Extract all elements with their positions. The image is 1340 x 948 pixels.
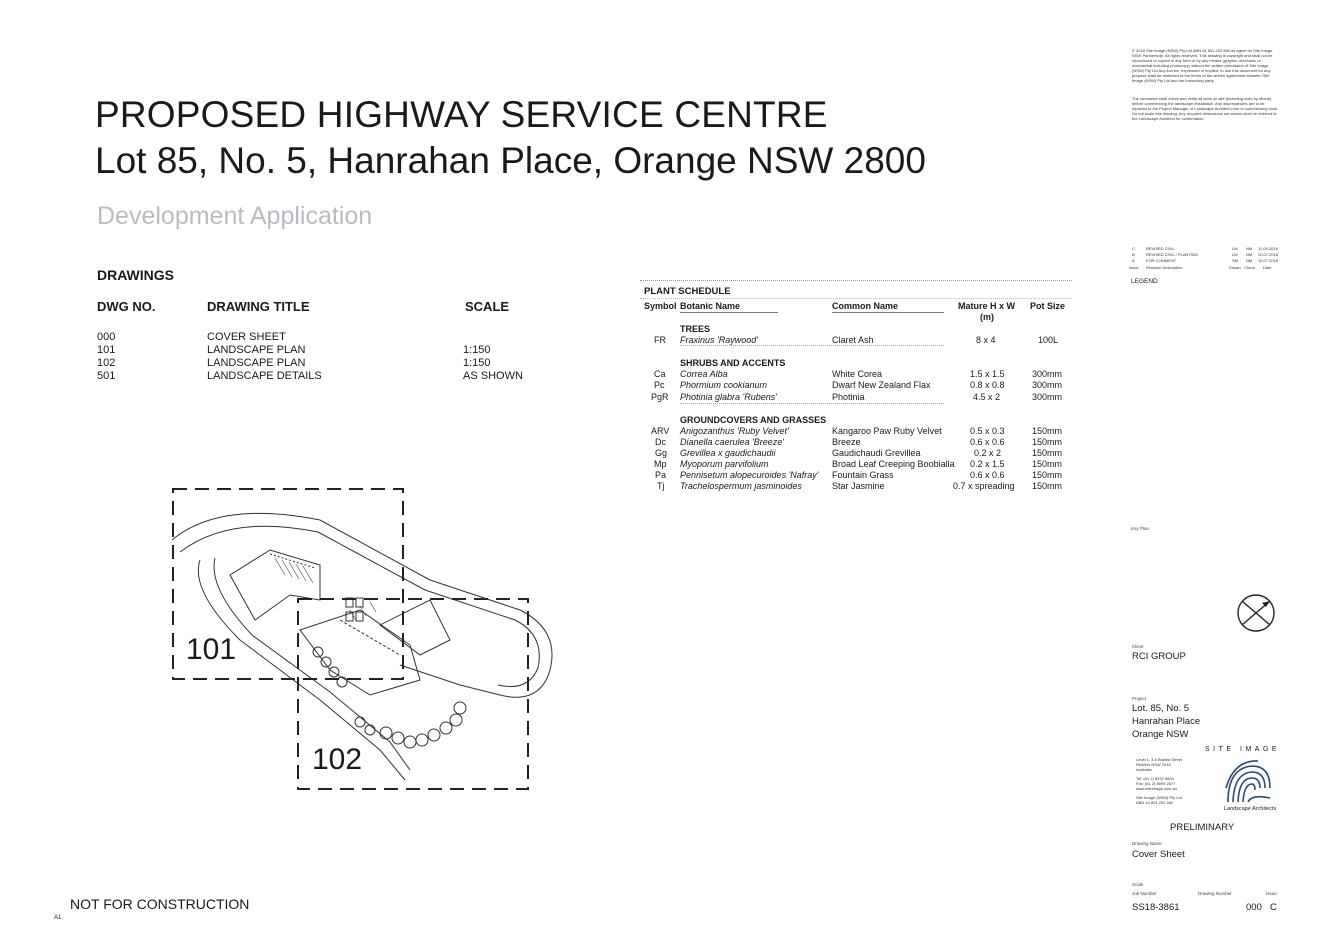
plant-common: Dwarf New Zealand Flax [832,380,931,390]
plant-schedule-title: PLANT SCHEDULE [644,286,731,297]
rev-header-desc: Revision Description [1146,265,1183,270]
site-address: Lot 85, No. 5, Hanrahan Place, Orange NSW 2800 [95,140,926,181]
address-line: Level 1, 3-5 Baptist Street [1136,757,1183,762]
drawing-number: 000 [1246,902,1262,913]
section-shrubs: SHRUBS AND ACCENTS [680,358,786,368]
brand-subtitle: Landscape Architects [1224,806,1277,812]
key-plan-label: Key Plan [1131,526,1150,531]
drawing-name: Cover Sheet [1132,849,1185,860]
rev-drawn: LM [1232,252,1238,257]
plant-botanic: Phormium cookianum [680,380,768,390]
section-trees: TREES [680,324,711,334]
plant-pot: 100L [1038,335,1059,345]
plant-common: Breeze [832,437,861,447]
drawing-name-label: Drawing Name [1132,841,1162,846]
plant-symbol: PgR [651,392,669,402]
col-scale: SCALE [465,299,510,314]
rev-check: NM [1246,246,1253,251]
plant-symbol: ARV [651,426,670,436]
rev-check: NM [1246,252,1253,257]
drawing-number-label: Drawing Number [1198,891,1232,896]
client-label: Client [1132,644,1144,649]
site-image-logo-icon [1224,758,1274,806]
plant-pot: 150mm [1032,470,1063,480]
sheet-size: A1 [54,915,62,921]
plant-size: 0.6 x 0.6 [970,437,1005,447]
plant-symbol: FR [654,335,666,345]
plant-pot: 150mm [1032,459,1063,469]
col-symbol: Symbol [644,301,677,311]
rev-date: 20.07.2018 [1258,252,1279,257]
drawing-row-title: LANDSCAPE PLAN [207,344,306,356]
plant-common: Star Jasmine [832,481,885,491]
plant-pot: 300mm [1032,392,1063,402]
plant-common: Broad Leaf Creeping Boobialla [832,459,955,469]
plant-botanic: Trachelospermum jasminoides [680,481,802,491]
rev-issue: B [1132,252,1135,257]
copyright-notice: © 2018 Site Image (NSW) Pty Ltd ABN 44 801 252 560 as agent for Site Image NSW Partnership. All rights reserved. This drawing is copyright and shall not be reproduced or copied in any form or by any means (graphic, electronic or mechanical including photocopy) without the written permission of Site Image (NSW) Pty Ltd Any licence, expressed or implied, to use this document for any purpose shall be restricted to the terms of the written agreement between Site Image (NSW) Pty Ltd and the instructing party. [1132,48,1273,83]
plant-symbol: Ca [654,369,666,379]
legend-label: LEGEND [1131,278,1158,285]
address-line: ABN 44 801 252 560 [1136,800,1174,805]
rev-desc: FOR COMMENT [1146,258,1177,263]
address-line: www.siteimage.com.au [1136,786,1177,791]
page-subtitle: Development Application [97,202,373,230]
plant-botanic: Myoporum parvifolium [680,459,769,469]
plant-pot: 150mm [1032,448,1063,458]
plant-size: 0.2 x 1.5 [970,459,1005,469]
plant-size: 4.5 x 2 [973,392,1001,402]
rev-header-drawn: Drawn [1229,265,1241,270]
project-line: Hanrahan Place [1132,716,1201,727]
col-mature-size-unit: (m) [980,312,994,322]
rev-issue: C [1132,246,1135,251]
plant-common: Gaudichaudi Grevillea [832,448,921,458]
plant-pot: 150mm [1032,481,1063,491]
status-label: PRELIMINARY [1170,822,1235,833]
contractor-note: The contractor shall check and verify all work on site (including work by others) before commencing the landscape installation. Any discrepancies are to be reported to the Project Manager or Landscape Architect prior to commencing work. Do not scale this drawing. Any required dimensions not shown shall be referred to the Landscape Architect for confirmation. [1132,96,1279,121]
drawing-row-no: 501 [97,370,116,382]
plant-botanic: Fraxinus 'Raywood' [680,335,758,345]
drawing-row-title: LANDSCAPE DETAILS [207,370,322,382]
issue-label: Issue [1266,891,1277,896]
drawing-row-no: 101 [97,344,116,356]
plant-pot: 300mm [1032,369,1063,379]
rev-date: 10.07.2018 [1258,258,1279,263]
page-title: PROPOSED HIGHWAY SERVICE CENTRE [95,94,828,135]
plant-botanic: Correa Alba [680,369,728,379]
project-line: Orange NSW [1132,729,1189,740]
plant-botanic: Dianella caerulea 'Breeze' [680,437,784,447]
plant-common: Photinia [832,392,865,402]
plant-common: Kangaroo Paw Ruby Velvet [832,426,942,436]
drawing-row-scale: 1:150 [463,357,491,369]
address-line: Australia [1136,767,1152,772]
north-arrow-icon [1236,593,1276,633]
plan-area-101: 101 [186,633,237,666]
plant-size: 0.7 x spreading [953,481,1015,491]
revision-table [1128,246,1283,274]
project-line: Lot. 85, No. 5 [1132,703,1190,714]
plant-botanic: Photinia glabra 'Rubens' [680,392,778,402]
plant-symbol: Dc [655,437,666,447]
section-groundcovers: GROUNDCOVERS AND GRASSES [680,415,827,425]
rev-date: 11.09.2018 [1258,246,1278,251]
drawing-row-title: LANDSCAPE PLAN [207,357,306,369]
rev-drawn: SM [1232,258,1238,263]
plant-botanic: Grevillea x gaudichaudii [680,448,776,458]
address-line: Site Image (NSW) Pty Ltd [1136,795,1182,800]
plant-size: 0.2 x 2 [974,448,1002,458]
col-pot-size: Pot Size [1030,301,1066,311]
job-number-label: Job Number [1132,891,1157,896]
plant-size: 1.5 x 1.5 [970,369,1005,379]
drawing-row-title: COVER SHEET [207,331,286,343]
plant-botanic: Anigozanthus 'Ruby Velvet' [680,426,789,436]
plant-size: 0.8 x 0.8 [970,380,1005,390]
office-address [1136,757,1206,805]
col-dwg-no: DWG NO. [97,299,156,314]
drawing-row-no: 000 [97,331,116,343]
plan-area-102: 102 [312,743,363,776]
plant-symbol: Gg [655,448,668,458]
rev-check: NM [1246,258,1253,263]
drawing-row-no: 102 [97,357,116,369]
plant-symbol: Mp [654,459,667,469]
issue-code: C [1270,902,1277,913]
col-drawing-title: DRAWING TITLE [207,299,310,314]
plant-common: Fountain Grass [832,470,894,480]
rev-issue: A [1132,258,1135,263]
drawing-row-scale: 1:150 [463,344,491,356]
not-for-construction-note: NOT FOR CONSTRUCTION [70,896,250,912]
drawings-heading: DRAWINGS [97,267,174,283]
plant-size: 8 x 4 [976,335,996,345]
rev-desc: REVISED CIVIL [1146,246,1175,251]
plant-common: Claret Ash [832,335,874,345]
rev-desc: REVISED CIVIL / PLANTING [1146,252,1198,257]
plant-pot: 150mm [1032,426,1063,436]
address-line: Redfern NSW 2016 [1136,762,1171,767]
client-name: RCI GROUP [1132,651,1186,662]
scale-label: Scale [1132,882,1144,887]
address-line: Tel: (61 2) 8332 5600 [1136,776,1174,781]
plant-common: White Corea [832,369,883,379]
plant-size: 0.5 x 0.3 [970,426,1005,436]
job-number: SS18-3861 [1132,902,1180,913]
col-botanic-name: Botanic Name [680,301,741,311]
col-mature-size: Mature H x W [958,301,1016,311]
plant-botanic: Pennisetum alopecuroides 'Nafray' [680,470,819,480]
address-line: Fax: (61 2) 8699 2877 [1136,781,1176,786]
plant-pot: 150mm [1032,437,1063,447]
brand-name: SITE IMAGE [1205,746,1281,753]
plant-symbol: Pc [654,380,665,390]
plant-size: 0.6 x 0.6 [970,470,1005,480]
plant-symbol: Pa [655,470,667,480]
plant-pot: 300mm [1032,380,1063,390]
rev-drawn: LM [1232,246,1238,251]
project-label: Project [1132,696,1147,701]
rev-header-issue: Issue [1129,265,1139,270]
plant-symbol: Tj [657,481,665,491]
plant-schedule [640,280,1072,495]
drawing-row-scale: AS SHOWN [463,370,523,382]
rev-header-date: Date [1263,265,1272,270]
col-common-name: Common Name [832,301,899,311]
rev-header-check: Check [1244,265,1256,270]
